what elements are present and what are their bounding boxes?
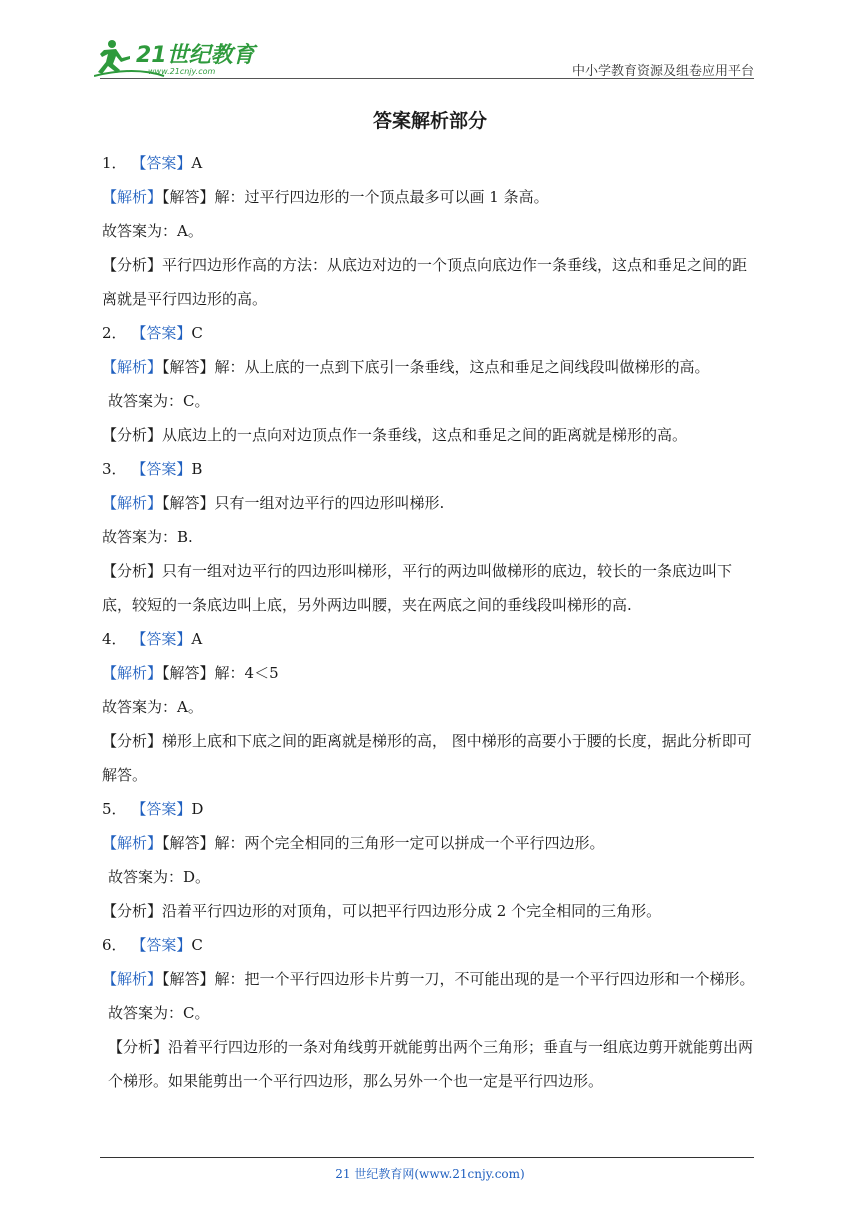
solution-tag: 【解答】	[162, 834, 215, 852]
footer-text: 21 世纪教育网(www.21cnjy.com)	[335, 1167, 525, 1181]
solution-tag: 【解答】	[162, 494, 215, 512]
item-number: 1．	[102, 154, 127, 172]
answer-list	[102, 146, 762, 1098]
item-number: 4．	[102, 630, 127, 648]
platform-name: 中小学教育资源及组卷应用平台	[571, 64, 754, 79]
fenxi-text: 从底边上的一点向对边顶点作一条垂线，这点和垂足之间的距离就是梯形的高。	[162, 426, 688, 444]
item-number: 5．	[102, 800, 127, 818]
logo	[94, 36, 264, 80]
solution-text: 解：把一个平行四边形卡片剪一刀，不可能出现的是一个平行四边形和一个梯形。	[214, 970, 755, 988]
analysis-line	[102, 180, 762, 214]
solution-tag: 【解答】	[162, 664, 215, 682]
analysis-tag: 【解析】	[102, 358, 163, 376]
answer-tag: 【答案】	[131, 800, 192, 818]
answer-value: D	[191, 800, 204, 818]
analysis-line	[102, 350, 762, 384]
answer-item	[102, 146, 762, 316]
analysis-line	[102, 486, 762, 520]
page-title: 答案解析部分	[372, 110, 487, 132]
conclusion-line: 故答案为：A。	[102, 222, 203, 240]
answer-line	[102, 792, 762, 826]
fenxi-tag: 【分析】	[102, 426, 163, 444]
analysis-tag: 【解析】	[102, 188, 163, 206]
solution-text: 解：两个完全相同的三角形一定可以拼成一个平行四边形。	[214, 834, 605, 852]
page-header	[0, 0, 860, 90]
answer-tag: 【答案】	[131, 630, 192, 648]
fenxi-line	[102, 418, 762, 452]
analysis-line	[102, 962, 762, 996]
solution-text: 解：从上底的一点到下底引一条垂线，这点和垂足之间线段叫做梯形的高。	[214, 358, 710, 376]
conclusion-line: 故答案为：B.	[102, 528, 193, 546]
solution-text: 解：过平行四边形的一个顶点最多可以画 1 条高。	[214, 188, 549, 206]
conclusion-line: 故答案为：A。	[102, 698, 203, 716]
fenxi-tag: 【分析】	[102, 256, 163, 274]
fenxi-text: 沿着平行四边形的一条对角线剪开就能剪出两个三角形；垂直与一组底边剪开就能剪出两个梯形。如果能剪出一个平行四边形，那么另外一个也一定是平行四边形。	[108, 1038, 754, 1090]
fenxi-text: 平行四边形作高的方法：从底边对边的一个顶点向底边作一条垂线，这点和垂足之间的距离就是平行四边形的高。	[102, 256, 748, 308]
analysis-tag: 【解析】	[102, 494, 163, 512]
answer-line	[102, 316, 762, 350]
fenxi-text: 只有一组对边平行的四边形叫梯形，平行的两边叫做梯形的底边，较长的一条底边叫下底，较短的一条底边叫上底，另外两边叫腰，夹在两底之间的垂线段叫梯形的高.	[102, 562, 733, 614]
answer-tag: 【答案】	[131, 154, 192, 172]
solution-text: 只有一组对边平行的四边形叫梯形.	[214, 494, 445, 512]
answer-item	[102, 316, 762, 452]
answer-value: A	[191, 630, 203, 648]
answer-line	[102, 452, 762, 486]
solution-tag: 【解答】	[162, 970, 215, 988]
analysis-tag: 【解析】	[102, 970, 163, 988]
answer-item	[102, 792, 762, 928]
answer-item	[102, 622, 762, 792]
conclusion-line: 故答案为：D。	[108, 868, 211, 886]
fenxi-tag: 【分析】	[108, 1038, 169, 1056]
answer-tag: 【答案】	[131, 936, 192, 954]
answer-item	[102, 452, 762, 622]
conclusion-line: 故答案为：C。	[108, 392, 210, 410]
answer-tag: 【答案】	[131, 324, 192, 342]
analysis-line	[102, 656, 762, 690]
analysis-line	[102, 826, 762, 860]
analysis-tag: 【解析】	[102, 664, 163, 682]
item-number: 3．	[102, 460, 127, 478]
logo-url: www.21cnjy.com	[148, 67, 216, 76]
fenxi-line	[102, 894, 762, 928]
answer-line	[102, 622, 762, 656]
analysis-tag: 【解析】	[102, 834, 163, 852]
fenxi-text: 沿着平行四边形的对顶角，可以把平行四边形分成 2 个完全相同的三角形。	[162, 902, 662, 920]
fenxi-tag: 【分析】	[102, 732, 163, 750]
item-number: 2．	[102, 324, 127, 342]
answer-line	[102, 146, 762, 180]
fenxi-tag: 【分析】	[102, 562, 163, 580]
logo-text: 21世纪教育	[136, 43, 255, 68]
solution-tag: 【解答】	[162, 358, 215, 376]
fenxi-line	[102, 248, 762, 316]
answer-value: B	[191, 460, 203, 478]
answer-value: A	[191, 154, 203, 172]
footer-divider	[100, 1157, 754, 1158]
header-divider	[100, 78, 754, 79]
solution-text: 解：4＜5	[214, 664, 279, 682]
answer-value: C	[191, 936, 203, 954]
fenxi-line	[102, 1030, 762, 1098]
item-number: 6．	[102, 936, 127, 954]
answer-line	[102, 928, 762, 962]
answer-item	[102, 928, 762, 1098]
solution-tag: 【解答】	[162, 188, 215, 206]
fenxi-tag: 【分析】	[102, 902, 163, 920]
fenxi-line	[102, 724, 762, 792]
answer-tag: 【答案】	[131, 460, 192, 478]
answer-value: C	[191, 324, 203, 342]
fenxi-line	[102, 554, 762, 622]
fenxi-text: 梯形上底和下底之间的距离就是梯形的高， 图中梯形的高要小于腰的长度，据此分析即可解答。	[102, 732, 752, 784]
conclusion-line: 故答案为：C。	[108, 1004, 210, 1022]
